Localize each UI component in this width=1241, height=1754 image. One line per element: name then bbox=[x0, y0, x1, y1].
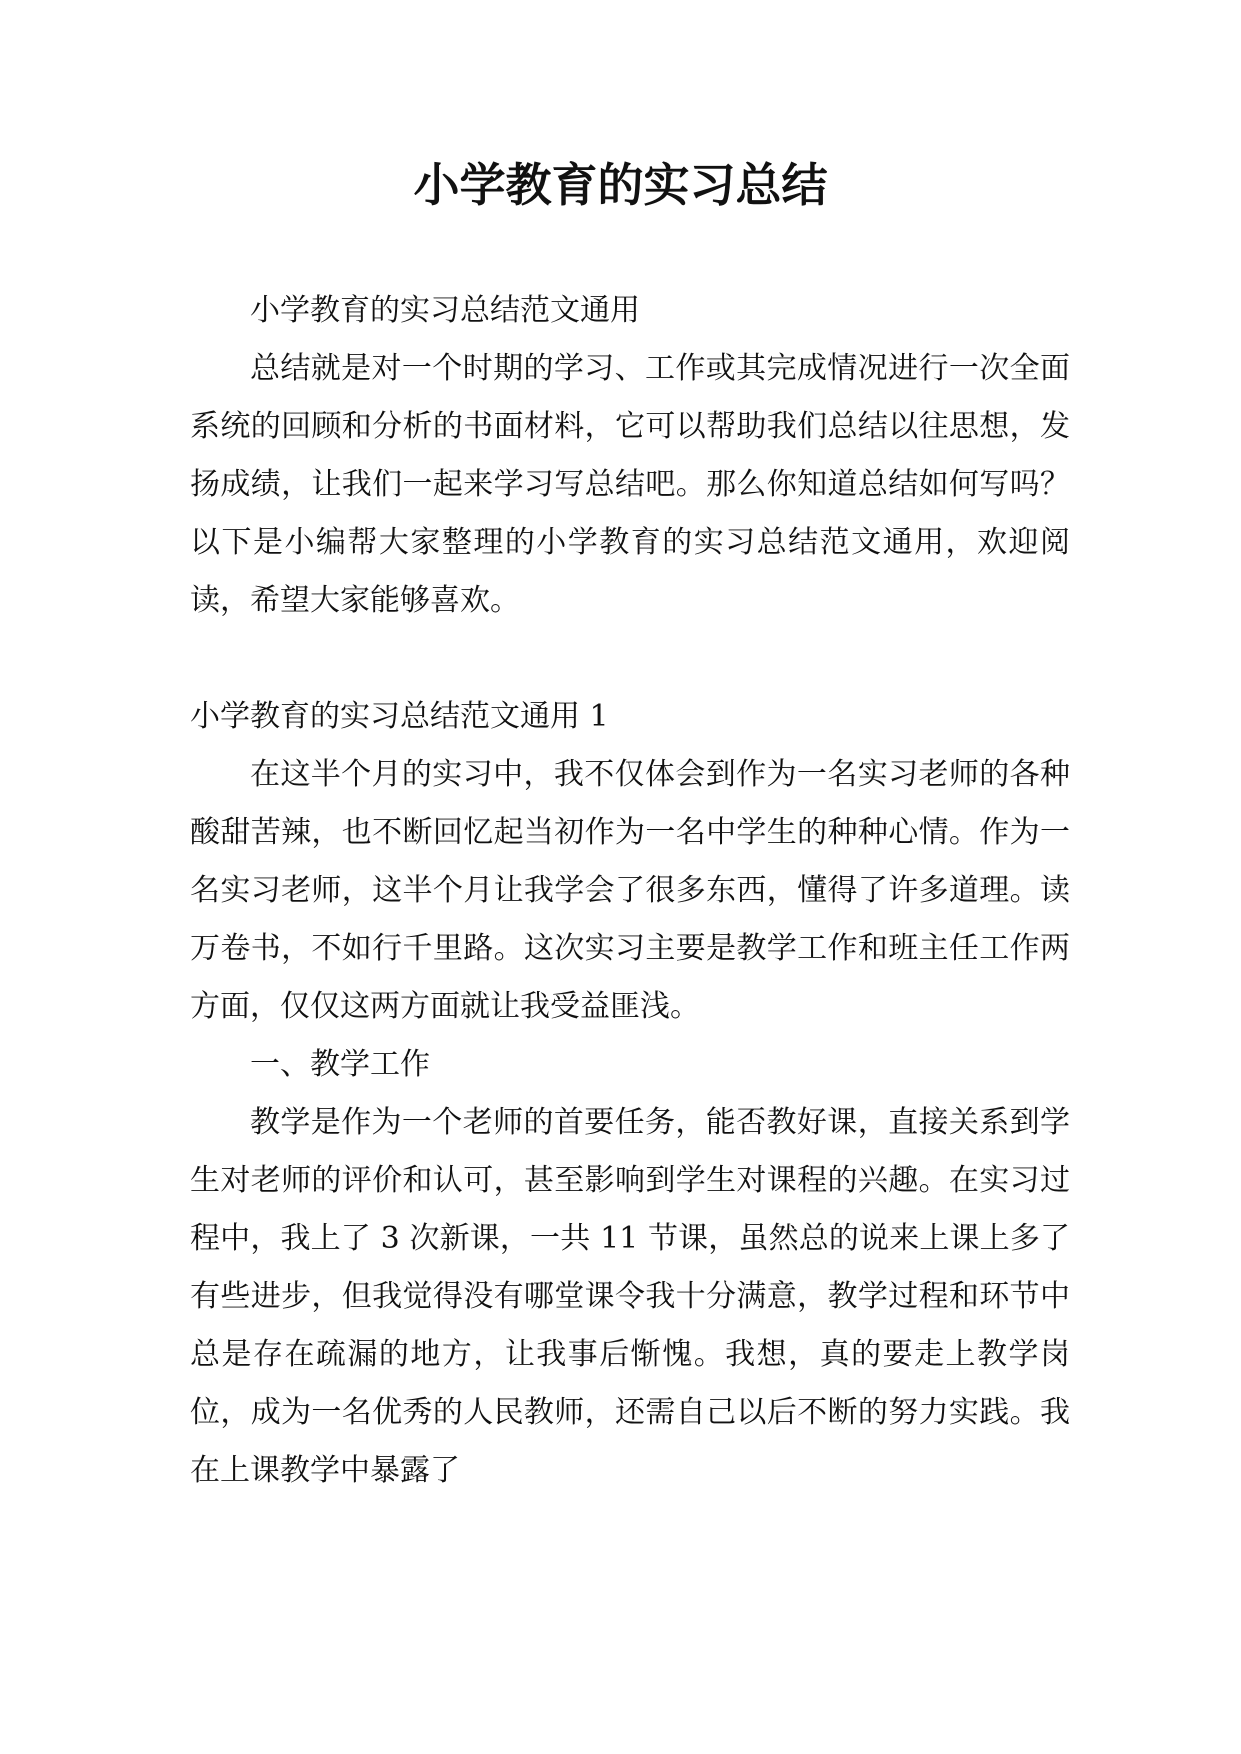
intro-paragraph: 总结就是对一个时期的学习、工作或其完成情况进行一次全面系统的回顾和分析的书面材料，它可以帮助我们总结以往思想，发扬成绩，让我们一起来学习写总结吧。那么你知道总结如何写吗？以下是小编帮大家整理的小学教育的实习总结范文通用，欢迎阅读，希望大家能够喜欢。 bbox=[190, 351, 1070, 618]
section-heading: 小学教育的实习总结范文通用 1 bbox=[190, 699, 609, 734]
body-paragraph-1: 在这半个月的实习中，我不仅体会到作为一名实习老师的各种酸甜苦辣，也不断回忆起当初作为一名中学生的种种心情。作为一名实习老师，这半个月让我学会了很多东西，懂得了许多道理。读万卷书，不如行千里路。这次实习主要是教学工作和班主任工作两方面，仅仅这两方面就让我受益匪浅。 bbox=[190, 757, 1070, 1024]
document-title: 小学教育的实习总结 bbox=[413, 158, 828, 212]
document-body bbox=[190, 282, 1070, 1500]
body-paragraph-2: 教学是作为一个老师的首要任务，能否教好课，直接关系到学生对老师的评价和认可，甚至影响到学生对课程的兴趣。在实习过程中，我上了 3 次新课，一共 11 节课，虽然总的说来上课上多了有些进步，但我觉得没有哪堂课令我十分满意，教学过程和环节中总是存在疏漏的地方，让我事后惭愧。我想，真的要走上教学岗位，成为一名优秀的人民教师，还需自己以后不断的努力实践。我在上课教学中暴露了 bbox=[190, 1105, 1070, 1488]
paragraph-spacer bbox=[190, 630, 1070, 688]
document-subtitle: 小学教育的实习总结范文通用 bbox=[250, 293, 640, 328]
subheading-teaching-work: 一、教学工作 bbox=[250, 1047, 430, 1082]
